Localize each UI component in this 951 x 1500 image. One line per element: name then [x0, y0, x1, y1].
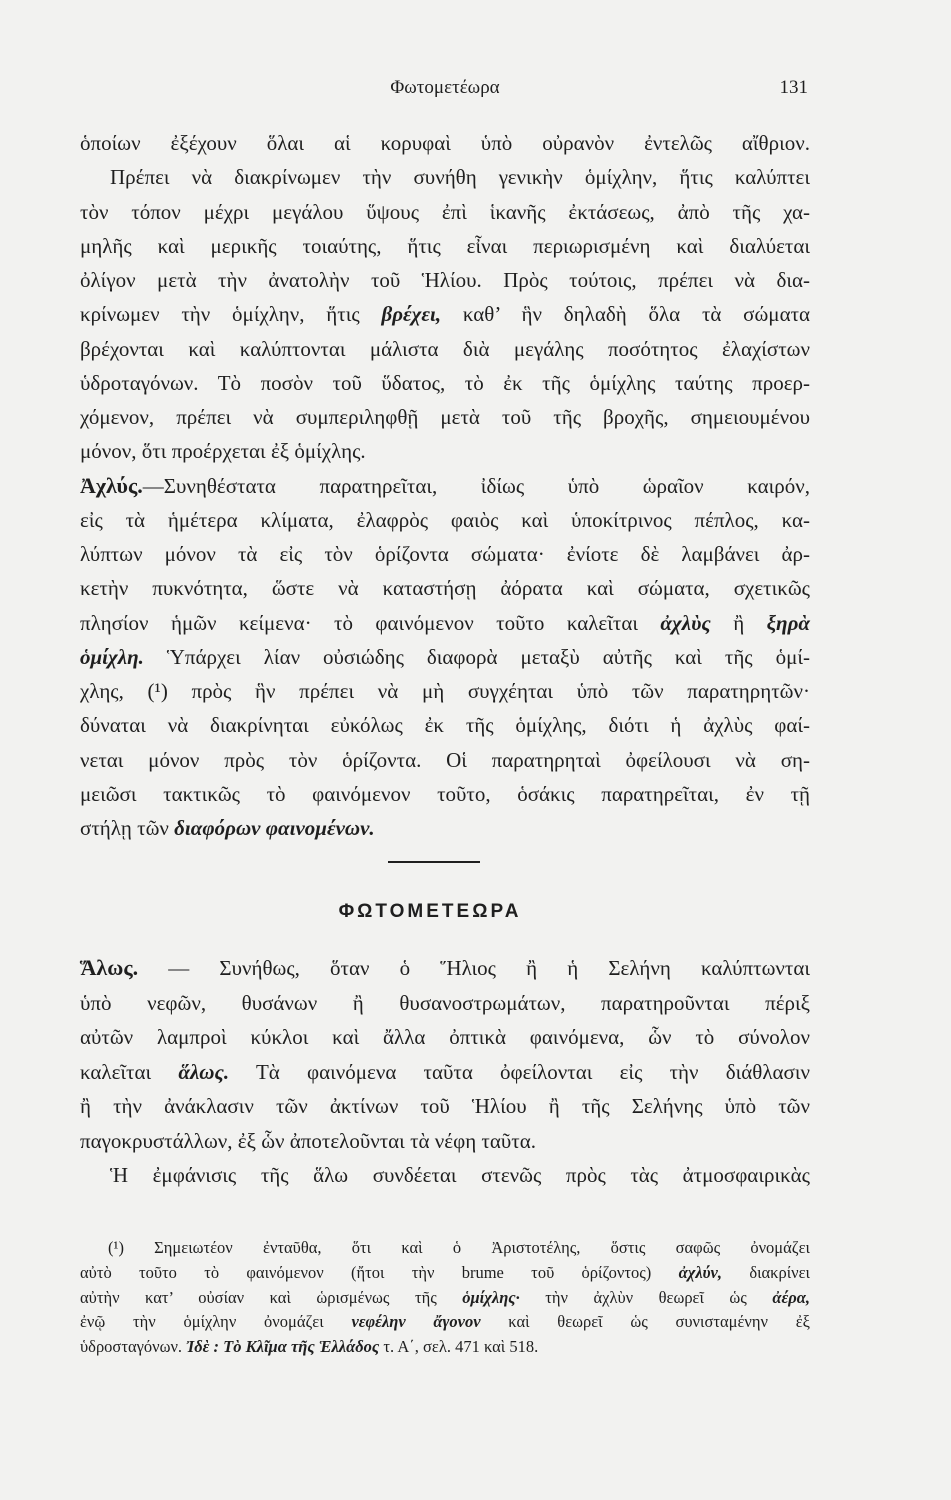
- text-line: τὸν τόπον μέχρι μεγάλου ὕψους ἐπὶ ἱκανῆς ἐκτάσεως, ἀπὸ τῆς χα-: [80, 199, 810, 224]
- text-line: αὐτῶν λαμπροὶ κύκλοι καὶ ἄλλα ὀπτικὰ φαινόμενα, ὧν τὸ σύνολον: [80, 1025, 810, 1049]
- text-line: ὑπὸ νεφῶν, θυσάνων ἢ θυσανοστρωμάτων, παρατηροῦνται πέριξ: [80, 990, 810, 1015]
- page-number: 131: [779, 77, 808, 98]
- running-title: Φωτομετέωρα: [390, 77, 500, 98]
- running-head: [80, 74, 810, 102]
- footnote-line: [80, 1261, 810, 1286]
- text-line: χλης, (¹) πρὸς ἣν πρέπει νὰ μὴ συγχέηται ὑπὸ τῶν παρατηρητῶν·: [80, 679, 810, 703]
- text-line: ἢ τὴν ἀνάκλασιν τῶν ἀκτίνων τοῦ Ἡλίου ἢ τῆς Σελήνης ὑπὸ τῶν: [80, 1094, 810, 1118]
- footnote-line: (¹) Σημειωτέον ἐνταῦθα, ὅτι καὶ ὁ Ἀριστοτέλης, ὅστις σαφῶς ὀνομάζει: [108, 1238, 810, 1257]
- footnote-line: [80, 1286, 810, 1311]
- text-line: [80, 640, 810, 674]
- text-run: πλησίον ἡμῶν κείμενα· τὸ φαινόμενον τοῦτο καλεῖται: [80, 610, 661, 635]
- entry-headword: Ἀχλύς.: [80, 472, 143, 498]
- text-line: νεται μόνον πρὸς τὸν ὁρίζοντα. Οἱ παρατηρηταὶ ὀφείλουσι νὰ ση-: [80, 747, 810, 772]
- section-divider: [388, 861, 480, 863]
- emphasized-term: ἀέρα,: [772, 1287, 810, 1307]
- emphasized-term: ἀχλύν,: [678, 1262, 723, 1282]
- text-line: [80, 811, 810, 845]
- text-line: [80, 297, 810, 331]
- text-line: μηλῆς καὶ μερικῆς τοιαύτης, ἥτις εἶναι περιωρισμένη καὶ διαλύεται: [80, 233, 810, 258]
- text-run: αὐτὴν κατ’ οὐσίαν καὶ ὡρισμένως τῆς: [80, 1287, 463, 1307]
- emphasized-term: νεφέλην ἄγονον: [351, 1312, 481, 1332]
- text-line: χόμενον, πρέπει νὰ συμπεριληφθῇ μετὰ τοῦ τῆς βροχῆς, σημειουμένου: [80, 405, 810, 429]
- text-run: τ. Α΄, σελ. 471 καὶ 518.: [379, 1337, 539, 1356]
- text-line: ὁποίων ἐξέχουν ὅλαι αἱ κορυφαὶ ὑπὸ οὐρανὸν ἐντελῶς αἴθριον.: [80, 131, 810, 155]
- emphasized-term: ἀχλὺς: [660, 610, 711, 635]
- text-line: [80, 606, 810, 640]
- text-run: διακρίνει: [722, 1262, 810, 1282]
- text-line: [80, 951, 810, 986]
- text-line: παγοκρυστάλλων, ἐξ ὧν ἀποτελοῦνται τὰ νέφη ταῦτα.: [80, 1128, 536, 1153]
- text-run: ἐνῷ τὴν ὁμίχλην ὀνομάζει: [80, 1312, 352, 1332]
- text-line: [80, 1055, 810, 1090]
- text-line: μειῶσι τακτικῶς τὸ φαινόμενον τοῦτο, ὁσάκις παρατηρεῖται, ἐν τῇ: [80, 781, 810, 806]
- text-line: [80, 469, 810, 503]
- text-run: αὐτὸ τοῦτο τὸ φαινόμενον (ἤτοι τὴν brume τοῦ ὁρίζοντος): [80, 1262, 679, 1282]
- text-line: Πρέπει νὰ διακρίνωμεν τὴν συνήθη γενικὴν ὁμίχλην, ἥτις καλύπτει: [110, 165, 810, 190]
- text-run: ὑδροσταγόνων.: [80, 1337, 187, 1356]
- text-run: —Συνηθέστατα παρατηρεῖται, ἰδίως ὑπὸ ὡραῖον καιρόν,: [142, 473, 810, 498]
- text-run: καὶ θεωρεῖ ὡς συνισταμένην ἐξ: [480, 1312, 810, 1332]
- footnote: [80, 1236, 810, 1360]
- emphasized-term: ἅλως.: [178, 1059, 230, 1084]
- text-line: Ἡ ἐμφάνισις τῆς ἅλω συνδέεται στενῶς πρὸς τὰς ἀτμοσφαιρικὰς: [110, 1163, 810, 1187]
- text-run: Τὰ φαινόμενα ταῦτα ὀφείλονται εἰς τὴν διάθλασιν: [229, 1059, 810, 1084]
- section-heading: ΦΩΤΟΜΕΤΕΩΡΑ: [338, 901, 522, 922]
- text-run: καθ’ ἣν δηλαδὴ ὅλα τὰ σώματα: [441, 302, 811, 327]
- emphasized-term: διαφόρων φαινομένων.: [174, 816, 375, 840]
- text-run: Ὑπάρχει λίαν οὐσιώδης διαφορὰ μεταξὺ αὐτῆς καὶ τῆς ὁμί-: [143, 644, 810, 669]
- footnote-line: [80, 1335, 810, 1360]
- footnote-line: [80, 1310, 810, 1335]
- text-line: ὀλίγον μετὰ τὴν ἀνατολὴν τοῦ Ἡλίου. Πρὸς τούτοις, πρέπει νὰ δια-: [80, 268, 810, 292]
- emphasized-term: βρέχει,: [381, 302, 442, 327]
- text-run: τὴν ἀχλὺν θεωρεῖ ὡς: [519, 1287, 773, 1307]
- text-line: λύπτων μόνον τὰ εἰς τὸν ὁρίζοντα σώματα· ἐνίοτε δὲ λαμβάνει ἀρ-: [80, 542, 810, 566]
- text-line: κετὴν πυκνότητα, ὥστε νὰ καταστήσῃ ἀόρατα καὶ σώματα, σχετικῶς: [80, 576, 810, 601]
- text-line: ὑδροταγόνων. Τὸ ποσὸν τοῦ ὕδατος, τὸ ἐκ τῆς ὁμίχλης ταύτης προερ-: [80, 370, 810, 395]
- text-run: κρίνωμεν τὴν ὁμίχλην, ἥτις: [80, 302, 382, 327]
- text-line: δύναται νὰ διακρίνηται εὐκόλως ἐκ τῆς ὁμίχλης, διότι ἡ ἀχλὺς φαί-: [80, 713, 810, 738]
- emphasized-term: ξηρὰ: [766, 610, 811, 635]
- text-line: εἰς τὰ ἡμέτερα κλίματα, ἐλαφρὸς φαιὸς καὶ ὑποκίτρινος πέπλος, κα-: [80, 507, 810, 532]
- emphasized-term: ὁμίχλη.: [80, 644, 144, 669]
- text-line: μόνον, ὅτι προέρχεται ἐξ ὁμίχλης.: [80, 439, 366, 464]
- text-run: στήλῃ τῶν: [80, 816, 175, 840]
- section-text: [80, 951, 810, 1193]
- entry-headword: Ἅλως.: [80, 955, 139, 980]
- text-run: — Συνήθως, ὅταν ὁ Ἥλιος ἢ ἡ Σελήνη καλύπτωνται: [138, 956, 810, 980]
- emphasized-term: ὁμίχλης·: [462, 1287, 520, 1307]
- text-line: βρέχονται καὶ καλύπτονται μάλιστα διὰ μεγάλης ποσότητος ἐλαχίστων: [80, 336, 810, 361]
- book-citation: Ἰδὲ : Τὸ Κλῖμα τῆς Ἑλλάδος: [186, 1337, 380, 1356]
- text-run: καλεῖται: [80, 1059, 179, 1084]
- text-run: ἢ: [710, 610, 767, 635]
- main-text: [80, 126, 810, 845]
